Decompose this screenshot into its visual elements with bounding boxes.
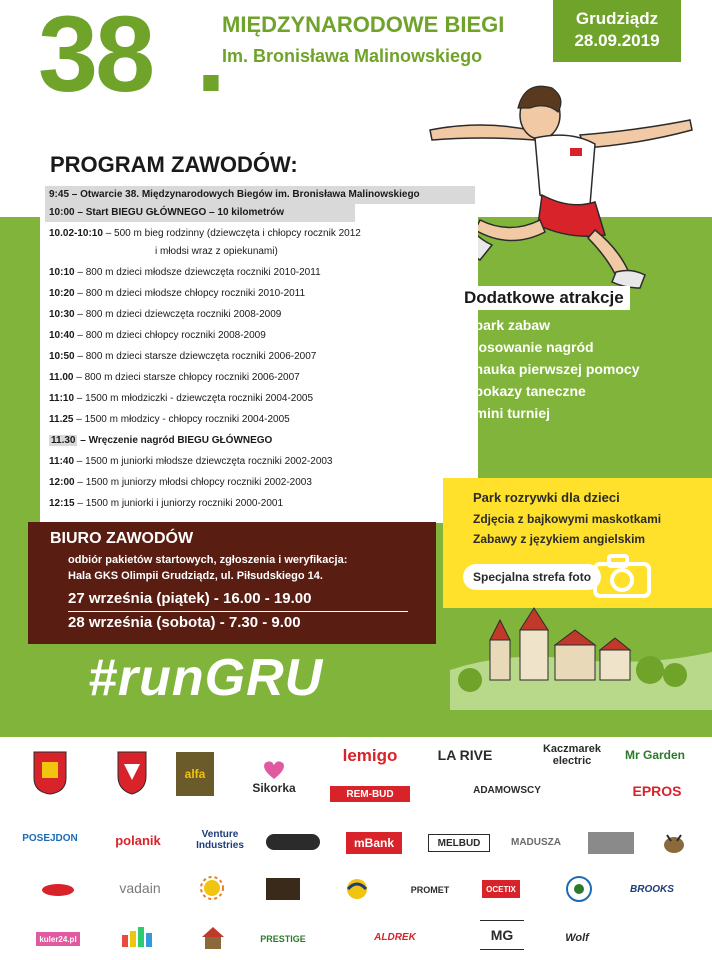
row-time: 10:10 bbox=[49, 267, 75, 278]
alfa-logo: alfa bbox=[176, 752, 214, 796]
row-time: 10:00 bbox=[49, 207, 75, 218]
row-time: 11.00 bbox=[49, 372, 74, 383]
row-time: 10.02-10:10 bbox=[49, 228, 103, 239]
list-item: - losowanie nagród bbox=[466, 339, 594, 355]
office-date-2: 28 września (sobota) - 7.30 - 9.00 bbox=[68, 614, 301, 631]
row-time: 12:15 bbox=[49, 498, 75, 509]
row-text: – 1500 m juniorki i juniorzy roczniki 2000-2001 bbox=[74, 498, 284, 509]
ocetix-logo: OCETIX bbox=[482, 880, 520, 898]
row-text: i młodsi wraz z opiekunami) bbox=[155, 246, 278, 257]
kids-line-2: Zdjęcia z bajkowymi maskotkami bbox=[473, 512, 662, 526]
colorful-logo bbox=[118, 924, 156, 950]
office-box bbox=[28, 522, 436, 644]
row-time: 10:50 bbox=[49, 351, 75, 362]
vadain-logo: vadain bbox=[119, 880, 161, 896]
row-text: – 1500 m młodzicy - chłopcy roczniki 2004-2005 bbox=[73, 414, 290, 425]
program-row bbox=[45, 264, 475, 282]
program-row bbox=[45, 186, 475, 204]
kuler-logo: kuler24.pl bbox=[36, 932, 80, 946]
kaczmarek-logo: Kaczmarek electric bbox=[542, 743, 602, 767]
row-text: – Otwarcie 38. Międzynarodowych Biegów im. Bronisława Malinowskiego bbox=[69, 189, 420, 200]
list-item: - park zabaw bbox=[466, 317, 551, 333]
row-time: 10:40 bbox=[49, 330, 75, 341]
list-item: - mini turniej bbox=[466, 405, 550, 421]
row-text: – 1500 m juniorki młodsze dziewczęta roczniki 2002-2003 bbox=[74, 456, 333, 467]
row-time: 11:40 bbox=[49, 456, 75, 467]
kids-line-3: Zabawy z językiem angielskim bbox=[473, 532, 646, 546]
foto-zone-label: Specjalna strefa foto bbox=[463, 564, 601, 590]
row-time: 11.25 bbox=[49, 414, 74, 425]
row-text: – Wręczenie nagród BIEGU GŁÓWNEGO bbox=[77, 435, 273, 446]
rembud-logo: REM-BUD bbox=[330, 786, 410, 802]
row-time: 12:00 bbox=[49, 477, 75, 488]
mg-logo: MG bbox=[480, 920, 524, 950]
row-time: 10:20 bbox=[49, 288, 75, 299]
hashtag: #runGRU bbox=[88, 649, 324, 707]
circle-logo bbox=[562, 874, 596, 904]
event-title: MIĘDZYNARODOWE BIEGI bbox=[222, 12, 505, 37]
edition-dot: . bbox=[196, 0, 227, 114]
program-row bbox=[45, 327, 475, 345]
program-row bbox=[45, 204, 355, 222]
program-box bbox=[40, 148, 478, 523]
date-box bbox=[553, 0, 681, 62]
row-text: – Start BIEGU GŁÓWNEGO – 10 kilometrów bbox=[74, 207, 285, 218]
row-text: – 800 m dzieci chłopcy roczniki 2008-2009 bbox=[74, 330, 266, 341]
row-text: – 800 m dzieci młodsze chłopcy roczniki 2010-2011 bbox=[74, 288, 306, 299]
program-row bbox=[45, 390, 475, 408]
crest-logo bbox=[30, 748, 70, 798]
program-row bbox=[45, 432, 475, 450]
row-time: 11.30 bbox=[51, 435, 76, 446]
red-logo bbox=[40, 882, 76, 898]
adamowscy-logo: ADAMOWSCY bbox=[473, 784, 541, 796]
row-time: 9:45 bbox=[49, 189, 70, 200]
kids-box bbox=[443, 478, 712, 608]
program-row bbox=[45, 474, 475, 492]
program-row bbox=[45, 285, 475, 303]
program-row bbox=[45, 411, 475, 429]
wolf-logo: Wolf bbox=[565, 932, 589, 944]
yellow-logo bbox=[340, 876, 374, 902]
prestige-logo: PRESTIGE bbox=[260, 934, 306, 944]
kids-line-1: Park rozrywki dla dzieci bbox=[473, 490, 620, 505]
aldrek-logo: ALDREK bbox=[374, 931, 416, 943]
row-text: – 800 m dzieci starsze dziewczęta roczniki 2006-2007 bbox=[74, 351, 317, 362]
brooks-logo: BROOKS bbox=[630, 883, 674, 895]
program-row bbox=[45, 225, 475, 243]
house-logo bbox=[196, 922, 230, 952]
gaja-logo bbox=[588, 832, 634, 854]
epros-logo: EPROS bbox=[632, 783, 682, 799]
region-logo bbox=[108, 748, 156, 798]
program-list bbox=[45, 186, 475, 513]
posejdon-logo: POSEJDON bbox=[22, 832, 78, 844]
row-text: – 500 m bieg rodzinny (dziewczęta i chłopcy rocznik 2012 bbox=[102, 228, 361, 239]
badge-logo bbox=[266, 834, 320, 850]
event-date: 28.09.2019 bbox=[574, 31, 660, 50]
row-text: – 800 m dzieci dziewczęta roczniki 2008-2009 bbox=[74, 309, 282, 320]
promet-logo: PROMET bbox=[410, 885, 450, 895]
list-item: - nauka pierwszej pomocy bbox=[466, 361, 640, 377]
list-item: - pokazy taneczne bbox=[466, 383, 586, 399]
mbank-logo: mBank bbox=[346, 832, 402, 854]
event-subtitle: Im. Bronisława Malinowskiego bbox=[222, 46, 483, 66]
camera-icon bbox=[591, 552, 653, 600]
extras-list bbox=[458, 314, 688, 424]
row-text: – 1500 m młodziczki - dziewczęta roczniki 2004-2005 bbox=[74, 393, 314, 404]
dark-logo bbox=[266, 878, 300, 900]
program-heading: PROGRAM ZAWODÓW: bbox=[50, 152, 298, 177]
program-row bbox=[45, 453, 475, 471]
office-heading: BIURO ZAWODÓW bbox=[50, 530, 194, 547]
office-line-1: odbiór pakietów startowych, zgłoszenia i weryfikacja: bbox=[68, 554, 348, 566]
polanik-logo: polanik bbox=[115, 832, 161, 848]
larive-logo: LA RIVE bbox=[437, 747, 493, 763]
program-row bbox=[45, 369, 475, 387]
row-text: – 800 m dzieci starsze chłopcy roczniki 2006-2007 bbox=[73, 372, 300, 383]
row-text: – 800 m dzieci młodsze dziewczęta roczniki 2010-2011 bbox=[74, 267, 321, 278]
lemigo-logo: lemigo bbox=[342, 746, 398, 765]
madusza-logo: MADUSZA bbox=[511, 836, 561, 848]
venture-logo: Venture Industries bbox=[196, 829, 244, 851]
program-row bbox=[45, 348, 475, 366]
row-time: 11:10 bbox=[49, 393, 75, 404]
row-time: 10:30 bbox=[49, 309, 75, 320]
program-row bbox=[45, 495, 475, 513]
mrgarden-logo: Mr Garden bbox=[624, 748, 685, 762]
row-text: – 1500 m juniorzy młodsi chłopcy roczniki 2002-2003 bbox=[74, 477, 312, 488]
sikorka-text: Sikorka bbox=[252, 781, 296, 795]
town-illustration bbox=[450, 600, 712, 710]
divider bbox=[68, 611, 408, 612]
deer-logo bbox=[656, 828, 692, 856]
office-date-1: 27 września (piątek) - 16.00 - 19.00 bbox=[68, 590, 312, 607]
city-label: Grudziądz bbox=[575, 9, 659, 28]
melbud-logo: MELBUD bbox=[428, 834, 490, 852]
edition-number: 38 bbox=[38, 0, 153, 114]
program-row bbox=[45, 243, 475, 261]
extras-heading: Dodatkowe atrakcje bbox=[458, 286, 630, 310]
sikorka-logo bbox=[244, 752, 304, 802]
sun-logo bbox=[198, 874, 226, 902]
extras-section bbox=[458, 286, 688, 424]
program-row bbox=[45, 306, 475, 324]
office-line-2: Hala GKS Olimpii Grudziądz, ul. Piłsudskiego 14. bbox=[68, 570, 323, 582]
